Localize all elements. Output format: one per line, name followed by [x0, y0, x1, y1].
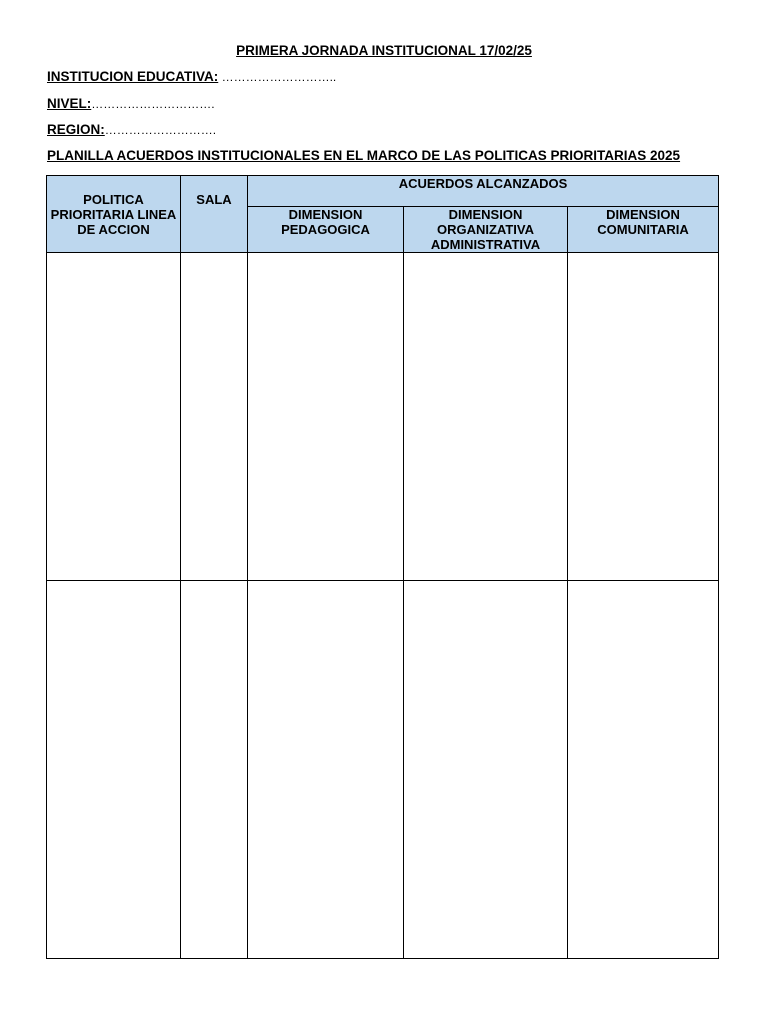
cell-pedagogica[interactable] — [248, 580, 404, 958]
institucion-line — [47, 69, 336, 84]
region-line — [47, 122, 216, 137]
nivel-field[interactable]: …………………………. — [91, 97, 215, 111]
cell-politica[interactable] — [47, 253, 181, 580]
header-dimension-comunitaria: DIMENSION COMUNITARIA — [568, 207, 719, 253]
nivel-line — [47, 96, 215, 111]
cell-pedagogica[interactable] — [248, 253, 404, 580]
cell-sala[interactable] — [181, 253, 248, 580]
header-sala: SALA — [181, 176, 248, 253]
cell-comunitaria[interactable] — [568, 253, 719, 580]
table-header-row-1 — [47, 176, 719, 207]
document-subtitle: PLANILLA ACUERDOS INSTITUCIONALES EN EL MARCO DE LAS POLITICAS PRIORITARIAS 2025 — [47, 148, 681, 163]
document-title: PRIMERA JORNADA INSTITUCIONAL 17/02/25 — [236, 43, 532, 58]
cell-politica[interactable] — [47, 580, 181, 958]
table-row — [47, 253, 719, 580]
acuerdos-table — [46, 175, 719, 959]
region-label: REGION: — [47, 122, 105, 137]
institucion-field[interactable]: ……………………….. — [218, 70, 337, 84]
institucion-label: INSTITUCION EDUCATIVA: — [47, 69, 219, 84]
cell-organizativa[interactable] — [404, 253, 568, 580]
header-dimension-pedagogica: DIMENSION PEDAGOGICA — [248, 207, 404, 253]
nivel-label: NIVEL: — [47, 96, 92, 111]
table-row — [47, 580, 719, 958]
header-dimension-organizativa: DIMENSION ORGANIZATIVA ADMINISTRATIVA — [404, 207, 568, 253]
cell-sala[interactable] — [181, 580, 248, 958]
region-field[interactable]: ………………………. — [104, 123, 217, 137]
cell-organizativa[interactable] — [404, 580, 568, 958]
header-politica-prioritaria: POLITICA PRIORITARIA LINEA DE ACCION — [47, 176, 181, 253]
header-acuerdos-alcanzados: ACUERDOS ALCANZADOS — [248, 176, 719, 207]
cell-comunitaria[interactable] — [568, 580, 719, 958]
